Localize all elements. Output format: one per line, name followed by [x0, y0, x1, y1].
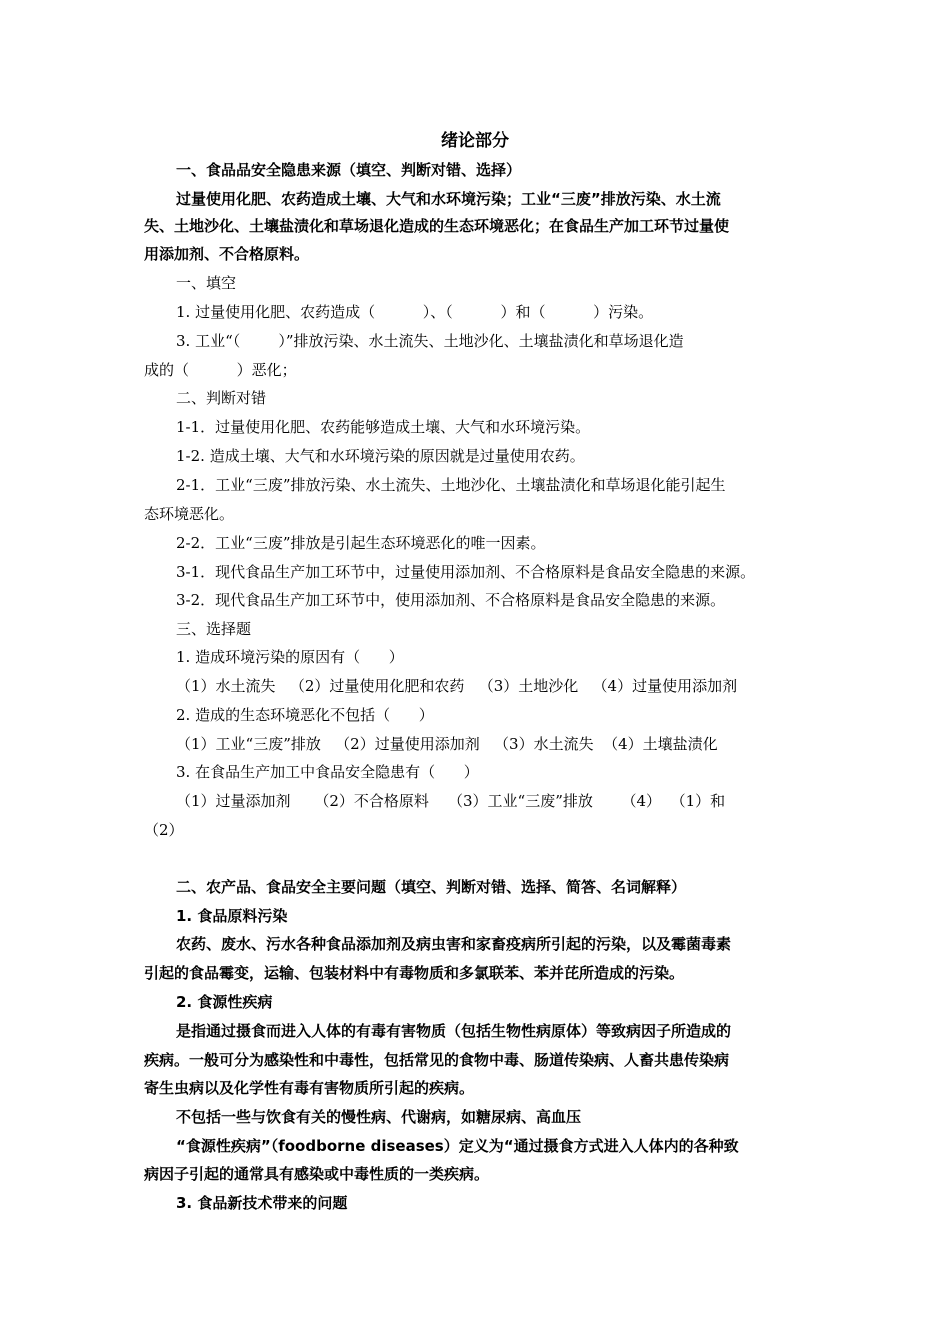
- paragraph-line: 失、土地沙化、土壤盐渍化和草场退化造成的生态环境恶化；在食品生产加工环节过量使: [144, 217, 730, 235]
- question-line: 2-1．工业“三废”排放污染、水土流失、土地沙化、土壤盐渍化和草场退化能引起生: [176, 476, 726, 494]
- question-line: 3. 在食品生产加工中食品安全隐患有（ ）: [176, 763, 479, 781]
- question-line: 3-2．现代食品生产加工环节中，使用添加剂、不合格原料是食品安全隐患的来源。: [176, 591, 726, 609]
- subheading: 2. 食源性疾病: [176, 993, 273, 1011]
- question-line: 3-1．现代食品生产加工环节中，过量使用添加剂、不合格原料是食品安全隐患的来源。: [176, 563, 756, 581]
- paragraph-line: 不包括一些与饮食有关的慢性病、代谢病，如糖尿病、高血压: [176, 1108, 582, 1126]
- paragraph-line: 是指通过摄食而进入人体的有毒有害物质（包括生物性病原体）等致病因子所造成的: [176, 1022, 732, 1040]
- paragraph-line: 农药、废水、污水各种食品添加剂及病虫害和家畜疫病所引起的污染，以及霉菌毒素: [176, 935, 732, 953]
- question-line: 2. 造成的生态环境恶化不包括（ ）: [176, 706, 434, 724]
- section-heading: 二、农产品、食品安全主要问题（填空、判断对错、选择、简答、名词解释）: [176, 878, 687, 896]
- page-title: 绪论部分: [441, 131, 509, 151]
- subheading: 二、判断对错: [176, 389, 267, 407]
- question-line: 1-1．过量使用化肥、农药能够造成土壤、大气和水环境污染。: [176, 418, 591, 436]
- question-line: 成的（ ）恶化；: [144, 361, 297, 379]
- question-line: 2-2．工业“三废”排放是引起生态环境恶化的唯一因素。: [176, 534, 546, 552]
- options-line: （1）工业“三废”排放 （2）过量使用添加剂 （3）水土流失 （4）土壤盐渍化: [176, 735, 718, 753]
- paragraph-line: 过量使用化肥、农药造成土壤、大气和水环境污染；工业“三废”排放污染、水土流: [176, 190, 721, 208]
- subheading: 三、选择题: [176, 620, 252, 638]
- paragraph-line: 引起的食品霉变，运输、包装材料中有毒物质和多氯联苯、苯并芘所造成的污染。: [144, 964, 685, 982]
- question-line: 1-2. 造成土壤、大气和水环境污染的原因就是过量使用农药。: [176, 447, 585, 465]
- subheading: 一、填空: [176, 274, 237, 292]
- question-line: 3. 工业“（ ）”排放污染、水土流失、土地沙化、土壤盐渍化和草场退化造: [176, 332, 684, 350]
- paragraph-line: 疾病。一般可分为感染性和中毒性，包括常见的食物中毒、肠道传染病、人畜共患传染病: [144, 1051, 730, 1069]
- question-line: 1. 过量使用化肥、农药造成（ ）、（ ）和（ ）污染。: [176, 303, 654, 321]
- options-line: （1）过量添加剂 （2）不合格原料 （3）工业“三废”排放 （4） （1）和: [176, 792, 726, 810]
- paragraph-line: “食源性疾病”（foodborne diseases）定义为“通过摄食方式进入人体内的各种致: [176, 1137, 739, 1155]
- options-line: （2）: [144, 821, 184, 839]
- subheading: 1. 食品原料污染: [176, 907, 288, 925]
- paragraph-line: 病因子引起的通常具有感染或中毒性质的一类疾病。: [144, 1165, 490, 1183]
- subheading: 3. 食品新技术带来的问题: [176, 1194, 348, 1212]
- paragraph-line: 寄生虫病以及化学性有毒有害物质所引起的疾病。: [144, 1079, 475, 1097]
- question-line: 1. 造成环境污染的原因有（ ）: [176, 648, 404, 666]
- question-line: 态环境恶化。: [144, 505, 235, 523]
- section-heading: 一、食品品安全隐患来源（填空、判断对错、选择）: [176, 161, 522, 179]
- paragraph-line: 用添加剂、不合格原料。: [144, 245, 310, 263]
- options-line: （1）水土流失 （2）过量使用化肥和农药 （3）土地沙化 （4）过量使用添加剂: [176, 677, 738, 695]
